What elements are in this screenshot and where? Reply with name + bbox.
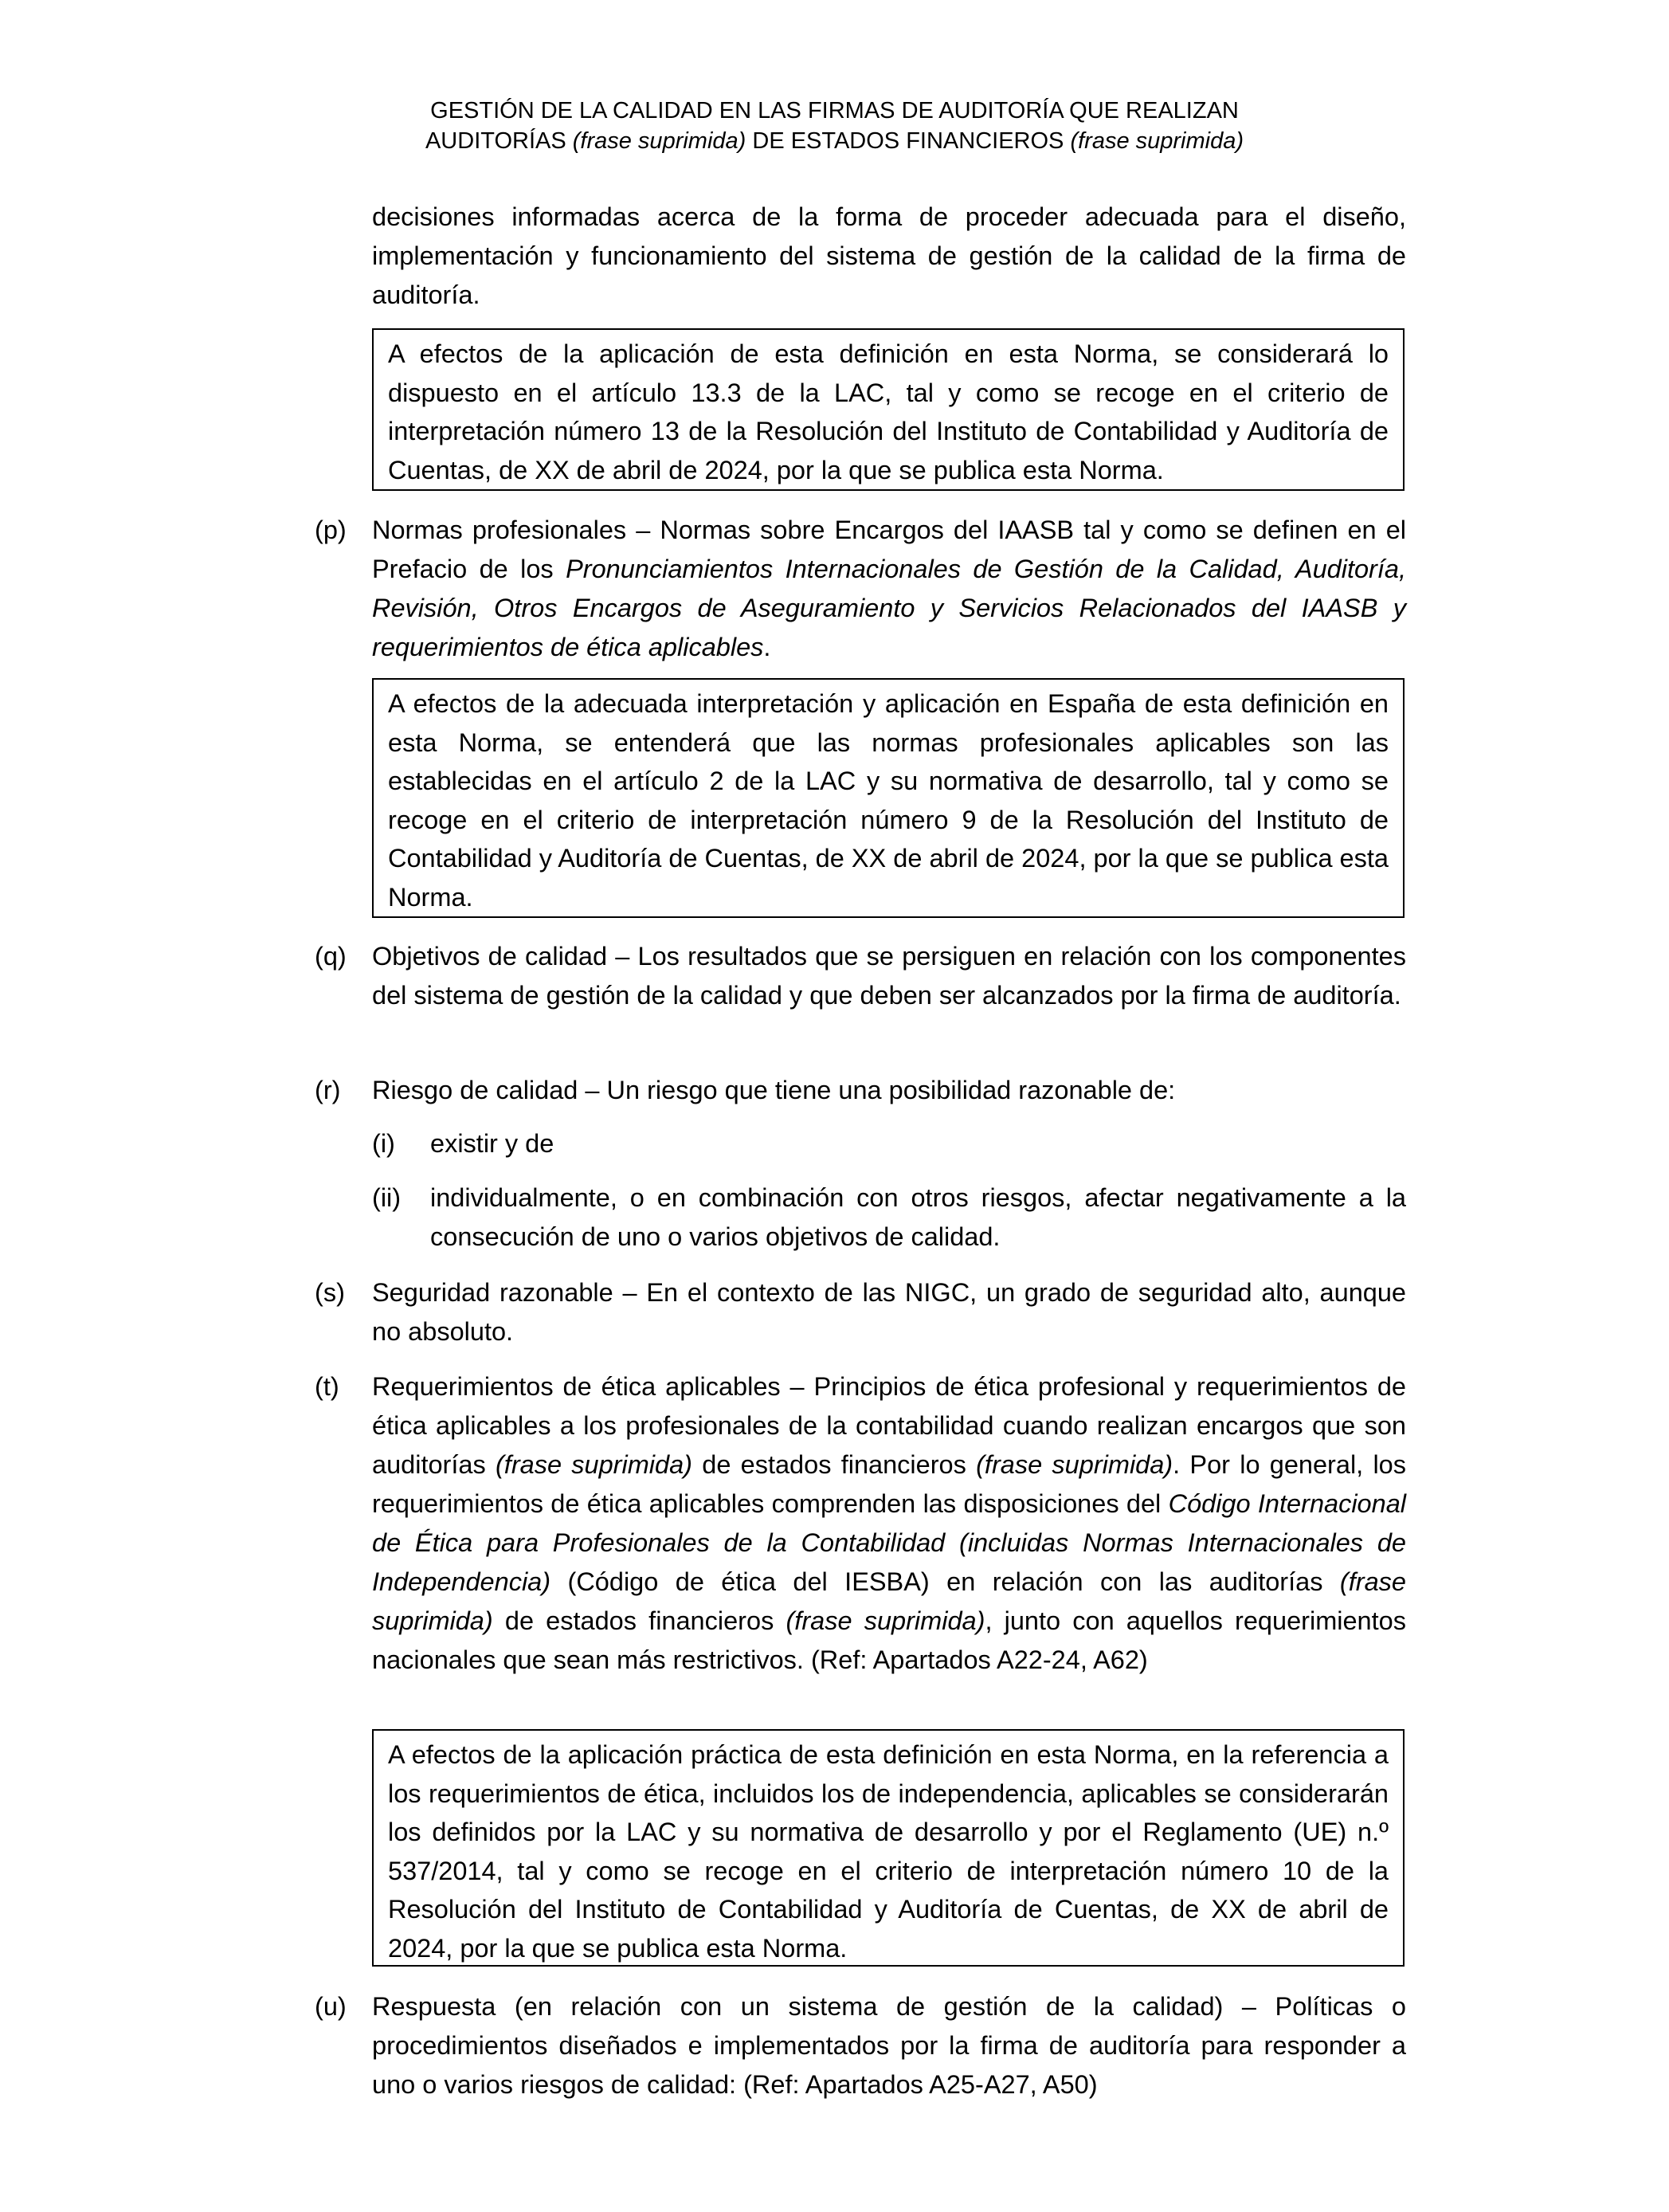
item-q-label: (q) xyxy=(315,942,347,971)
header-line-2-part-d: (frase suprimida) xyxy=(1070,128,1244,154)
note-box-2-text: A efectos de la adecuada interpretación y aplicación en España de esta definición en esta Norma, se entenderá que las normas profesionales aplicables son las establecidas en el artículo 2 de la LAC y su normativa de desarrollo, tal y como se recoge en el criterio de interpretación número 9 de la Resolución del Instituto de Contabilidad y Auditoría de Cuentas, de XX de abril de 2024, por la que se publica esta Norma. xyxy=(388,689,1389,912)
page-header xyxy=(0,96,1669,156)
item-u-text: Respuesta (en relación con un sistema de gestión de la calidad) – Políticas o procedimientos diseñados e implementados por la firma de auditoría para responder a uno o varios riesgos de calidad: (Ref: Apartados A25-A27, A50) xyxy=(372,1992,1406,2099)
header-line-2 xyxy=(0,126,1669,156)
item-t-text-8: (frase suprimida) xyxy=(372,1567,1406,1635)
item-t-text xyxy=(372,1367,1406,1680)
note-box-1-text: A efectos de la aplicación de esta definición en esta Norma, se considerará lo dispuesto en el artículo 13.3 de la LAC, tal y como se recoge en el criterio de interpretación número 13 de la Resolución del Instituto de Contabilidad y Auditoría de Cuentas, de XX de abril de 2024, por la que se publica esta Norma. xyxy=(388,339,1389,484)
item-p-text-b: Pronunciamientos Internacionales de Gestión de la Calidad, Auditoría, Revisión, Otros Encargos de Aseguramiento y Servicios Relacionados del IAASB y requerimientos de ética aplicables xyxy=(372,555,1407,661)
item-t-text-6: Código Internacional de Ética para Profesionales de la Contabilidad (incluidas Normas Internacionales de Independencia) xyxy=(372,1489,1407,1596)
item-u-label: (u) xyxy=(315,1992,347,2021)
item-p-text-a: Normas profesionales – Normas sobre Encargos del IAASB tal y como se definen en el Prefacio de los xyxy=(372,516,1406,583)
item-r-sub-ii-text: individualmente, o en combinación con otros riesgos, afectar negativamente a la consecución de uno o varios objetivos de calidad. xyxy=(430,1183,1406,1251)
item-t-text-4: (frase suprimida) xyxy=(976,1450,1173,1479)
item-r-sub-i-text: existir y de xyxy=(430,1129,554,1158)
item-p-label: (p) xyxy=(315,516,347,544)
item-t-label: (t) xyxy=(315,1372,339,1401)
item-t-text-1: Requerimientos de ética aplicables – Principios de ética profesional y requerimientos de ética aplicables a los profesionales de la contabilidad cuando realizan encargos que son auditorías xyxy=(372,1372,1406,1479)
item-p-text-c: . xyxy=(763,633,771,661)
header-line-2-part-b: (frase suprimida) xyxy=(572,128,746,154)
item-p-text xyxy=(372,511,1406,667)
item-s-label: (s) xyxy=(315,1278,345,1307)
note-box-2 xyxy=(372,678,1405,918)
item-t-text-7: (Código de ética del IESBA) en relación con las auditorías xyxy=(550,1567,1340,1596)
item-t-text-2: (frase suprimida) xyxy=(495,1450,692,1479)
header-line-1: GESTIÓN DE LA CALIDAD EN LAS FIRMAS DE AUDITORÍA QUE REALIZAN xyxy=(430,98,1239,124)
item-t-text-3: de estados financieros xyxy=(692,1450,977,1479)
note-box-3-text: A efectos de la aplicación práctica de esta definición en esta Norma, en la referencia a los requerimientos de ética, incluidos los de independencia, aplicables se considerarán los definidos por la LAC y su normativa de desarrollo y por el Reglamento (UE) n.º 537/2014, tal y como se recoge en el criterio de interpretación número 10 de la Resolución del Instituto de Contabilidad y Auditoría de Cuentas, de XX de abril de 2024, por la que se publica esta Norma. xyxy=(388,1740,1389,1963)
intro-paragraph: decisiones informadas acerca de la forma de proceder adecuada para el diseño, implementación y funcionamiento del sistema de gestión de la calidad de la firma de auditoría. xyxy=(372,202,1406,309)
header-line-2-part-a: AUDITORÍAS xyxy=(425,128,573,154)
item-r-text: Riesgo de calidad – Un riesgo que tiene una posibilidad razonable de: xyxy=(372,1076,1176,1104)
item-r-label: (r) xyxy=(315,1076,341,1104)
item-r-sub-i-label: (i) xyxy=(372,1129,395,1158)
item-s-text: Seguridad razonable – En el contexto de las NIGC, un grado de seguridad alto, aunque no absoluto. xyxy=(372,1278,1406,1346)
item-q-text: Objetivos de calidad – Los resultados que se persiguen en relación con los componentes del sistema de gestión de la calidad y que deben ser alcanzados por la firma de auditoría. xyxy=(372,942,1406,1010)
item-t-text-5: . Por lo general, los requerimientos de ética aplicables comprenden las disposiciones del xyxy=(372,1450,1406,1518)
item-t-text-10: (frase suprimida) xyxy=(786,1606,985,1635)
item-t-text-11: , junto con aquellos requerimientos nacionales que sean más restrictivos. (Ref: Apartados A22-24, A62) xyxy=(372,1606,1406,1674)
header-line-2-part-c: DE ESTADOS FINANCIEROS xyxy=(746,128,1071,154)
item-r-sub-ii-label: (ii) xyxy=(372,1183,402,1212)
item-t-text-9: de estados financieros xyxy=(492,1606,786,1635)
note-box-1 xyxy=(372,328,1405,491)
note-box-3 xyxy=(372,1729,1405,1967)
